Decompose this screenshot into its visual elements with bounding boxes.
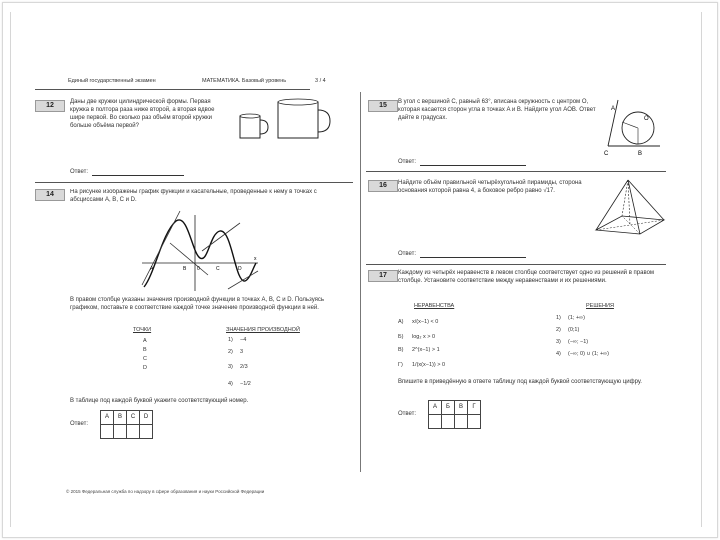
q14-points-header: ТОЧКИ xyxy=(133,327,152,333)
q12-text: Даны две кружки цилиндрической формы. Первая кружка в полтора раза ниже второй, а вторая вдвое шире первой. Во сколько раз объём второй кружки больше объёма первой? xyxy=(70,99,215,129)
graph-label-b: B xyxy=(183,266,187,272)
q17-ineq-a-num: А) xyxy=(398,319,404,325)
q14-value-1: −4 xyxy=(240,337,247,343)
q17-table-cell-d: Г xyxy=(467,400,481,415)
q17-ineq-d-num: Г) xyxy=(398,362,403,368)
q17-sol-1: (1; +∞) xyxy=(568,315,585,321)
q14-value-1-num: 1) xyxy=(228,337,233,343)
q14-table-note: В таблице под каждой буквой укажите соответствующий номер. xyxy=(70,398,249,404)
header-rule xyxy=(35,89,310,90)
graph-label-c: C xyxy=(216,266,220,272)
function-graph xyxy=(140,213,260,293)
q14-point-a: A xyxy=(143,338,147,344)
pyramid-edge-1 xyxy=(596,180,628,230)
q14-number: 14 xyxy=(35,189,65,201)
q14-value-3-num: 3) xyxy=(228,364,233,370)
label-b: B xyxy=(638,151,643,157)
q14-value-4: −1/2 xyxy=(240,381,251,387)
q17-number: 17 xyxy=(368,270,398,282)
graph-label-origin: 0 xyxy=(197,266,200,272)
q17-sol-2-num: 2) xyxy=(556,327,561,333)
q16-number: 16 xyxy=(368,180,398,192)
q17-sol-1-num: 1) xyxy=(556,315,561,321)
q17-sol-3-num: 3) xyxy=(556,339,561,345)
q14-answer-cell-a[interactable] xyxy=(100,424,114,439)
q17-answer-cell-b[interactable] xyxy=(441,414,455,429)
q14-instruction: В правом столбце указаны значения производной функции в точках A, B, C и D. Пользуясь графиком, поставьте в соответствие каждой точке значение производной функции в ней. xyxy=(70,297,325,311)
q14-values-header: ЗНАЧЕНИЯ ПРОИЗВОДНОЙ xyxy=(226,327,300,333)
q14-point-d: D xyxy=(143,365,147,371)
q17-sol-3: (−∞; −1) xyxy=(568,339,589,345)
exam-page xyxy=(30,70,670,510)
q17-ineq-b: log₂ x > 0 xyxy=(412,334,436,340)
q14-answer-cell-b[interactable] xyxy=(113,424,127,439)
q16-rule xyxy=(366,264,666,265)
q14-table-cell-c: C xyxy=(126,410,140,425)
radius-oa xyxy=(622,122,638,128)
graph-label-a: A xyxy=(150,266,154,272)
q17-ineq-b-num: Б) xyxy=(398,334,404,340)
q14-value-2-num: 2) xyxy=(228,349,233,355)
q14-table-cell-a: A xyxy=(100,410,114,425)
tangent-d xyxy=(228,271,258,289)
q17-text: Каждому из четырёх неравенств в левом столбце соответствует одно из решений в правом столбце. Установите соответствие между неравенствами и их решениями. xyxy=(398,270,655,284)
q14-value-3: 2/3 xyxy=(240,364,248,370)
column-divider xyxy=(360,92,361,472)
q17-ineq-a: x/(x−1) < 0 xyxy=(412,319,439,325)
q14-answer-label: Ответ: xyxy=(70,421,89,427)
q17-ineq-c: 2^(x−1) > 1 xyxy=(412,347,440,353)
copyright-footer: © 2015 Федеральная служба по надзору в сфере образования и науки Российской Федерации xyxy=(66,489,265,494)
angle-circle-diagram xyxy=(604,98,668,157)
q17-sol-2: (0;1) xyxy=(568,327,580,333)
q12-rule xyxy=(35,182,353,183)
q15-number: 15 xyxy=(368,100,398,112)
q14-answer-cell-d[interactable] xyxy=(139,424,153,439)
pyramid-edge-3 xyxy=(628,180,664,220)
graph-label-x: x xyxy=(254,256,257,262)
pyramid-diagram xyxy=(592,178,668,240)
q12-answer-label: Ответ: xyxy=(70,169,89,175)
q14-table-cell-d: D xyxy=(139,410,153,425)
q16-answer-line xyxy=(420,257,526,258)
q16-answer-label: Ответ: xyxy=(398,251,417,257)
graph-label-d: D xyxy=(238,266,242,272)
q12-answer-line xyxy=(92,175,184,176)
function-curve xyxy=(144,220,256,287)
q17-answer-cell-d[interactable] xyxy=(467,414,481,429)
q17-ineq-d: 1/(x(x−1)) > 0 xyxy=(412,362,446,368)
label-a: A xyxy=(611,106,616,112)
q14-text: На рисунке изображены график функции и касательные, проведённые к нему в точках с абсциссами A, B, C и D. xyxy=(70,189,317,203)
q17-answer-cell-c[interactable] xyxy=(454,414,468,429)
q12-number: 12 xyxy=(35,100,65,112)
q14-value-4-num: 4) xyxy=(228,381,233,387)
q14-table-cell-b: B xyxy=(113,410,127,425)
q17-ineq-c-num: В) xyxy=(398,347,404,353)
q17-table-cell-a: А xyxy=(428,400,442,415)
q14-value-2: 3 xyxy=(240,349,244,355)
header-left: Единый государственный экзамен xyxy=(68,78,156,84)
q17-table-cell-b: Б xyxy=(441,400,455,415)
q15-answer-label: Ответ: xyxy=(398,159,417,165)
header-page: 3 / 4 xyxy=(315,78,326,84)
q15-rule xyxy=(366,171,666,172)
q17-sol-4-num: 4) xyxy=(556,351,561,357)
q17-answer-cell-a[interactable] xyxy=(428,414,442,429)
mugs-illustration xyxy=(238,100,333,140)
label-c: C xyxy=(604,151,609,157)
q15-text: В угол с вершиной C, равный 63°, вписана окружность с центром O, которая касается сторон угла в точках A и B. Найдите угол AOB. Ответ дайте в градусах. xyxy=(398,99,596,121)
q17-answer-label: Ответ: xyxy=(398,411,417,417)
label-o: O xyxy=(644,116,649,122)
q14-point-b: B xyxy=(143,347,147,353)
q17-right-header: РЕШЕНИЯ xyxy=(586,303,614,309)
q17-table-cell-c: В xyxy=(454,400,468,415)
pyramid-edge-2 xyxy=(628,180,640,234)
q14-point-c: C xyxy=(143,356,147,362)
q16-text: Найдите объём правильной четырёхугольной пирамиды, сторона основания которой равна 4, а боковое ребро равно √17. xyxy=(398,180,582,194)
q14-answer-cell-c[interactable] xyxy=(126,424,140,439)
header-center: МАТЕМАТИКА. Базовый уровень xyxy=(202,78,287,84)
q17-sol-4: (−∞; 0) ∪ (1; +∞) xyxy=(568,351,609,357)
q15-answer-line xyxy=(420,165,526,166)
q17-table-note: Впишите в приведённую в ответе таблицу под каждой буквой соответствующую цифру. xyxy=(398,379,642,385)
tangent-c xyxy=(202,223,240,251)
q17-left-header: НЕРАВЕНСТВА xyxy=(414,303,455,309)
tangent-a xyxy=(142,211,180,285)
